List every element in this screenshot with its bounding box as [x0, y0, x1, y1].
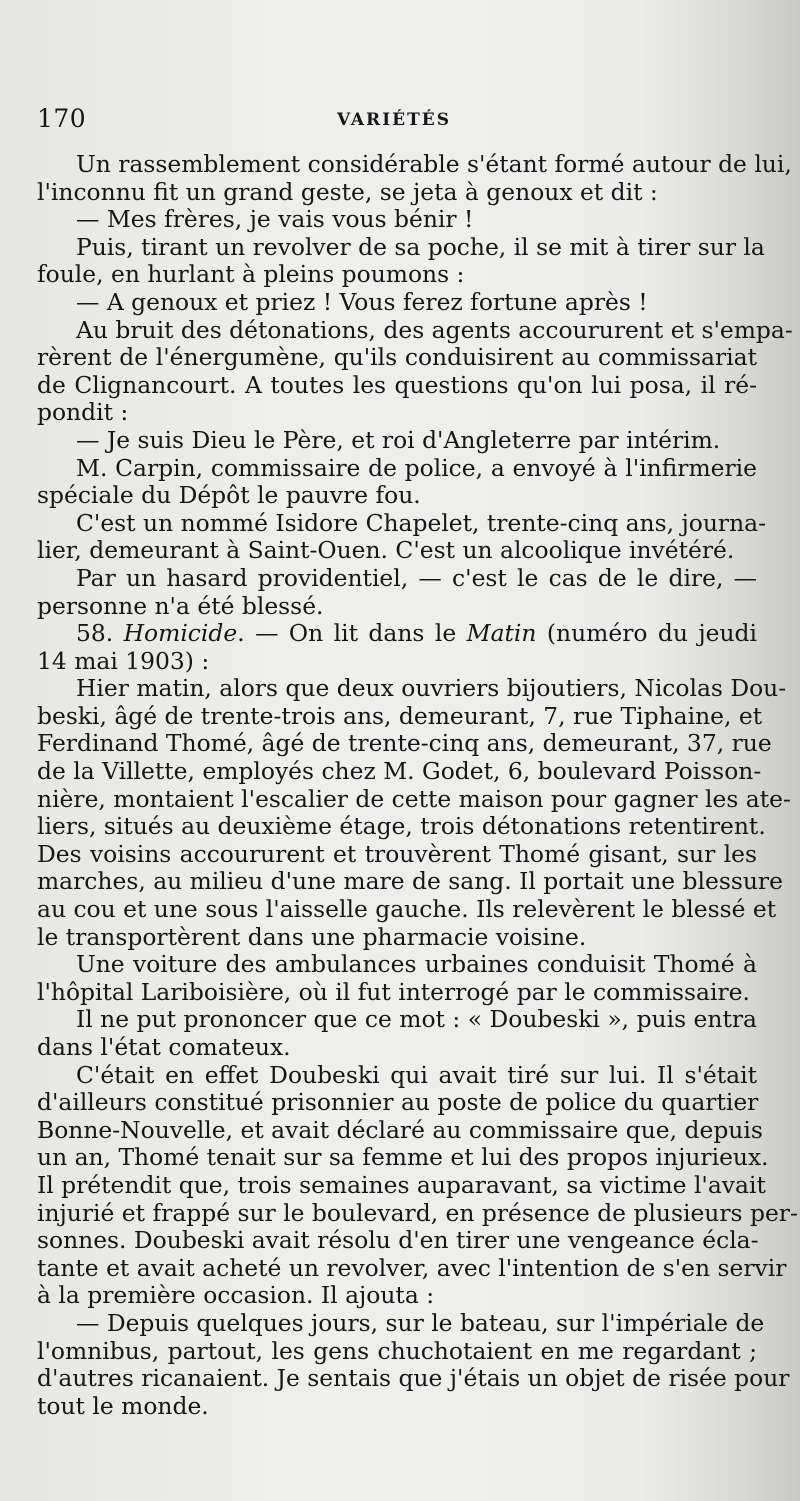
text-line: liers, situés au deuxième étage, trois détonations retentirent. [37, 812, 766, 841]
text-line: de la Villette, employés chez M. Godet, 6, boulevard Poisson- [37, 757, 762, 786]
item-number: 58. [76, 619, 124, 648]
text-line: de Clignancourt. A toutes les questions qu'on lui posa, il ré- [37, 370, 757, 399]
page-header [37, 104, 757, 138]
page-number: 170 [37, 104, 87, 133]
text-line: nière, montaient l'escalier de cette maison pour gagner les ate- [37, 784, 791, 813]
running-head: VARIÉTÉS [337, 110, 451, 130]
text-line: Des voisins accoururent et trouvèrent Thomé gisant, sur les [37, 839, 757, 868]
text-line: beski, âgé de trente-trois ans, demeurant, 7, rue Tiphaine, et [37, 701, 763, 730]
item-intro: . — On lit dans le [237, 619, 467, 648]
item-date: (numéro du jeudi [536, 619, 757, 648]
text-line: — Mes frères, je vais vous bénir ! [76, 205, 474, 234]
text-line: rèrent de l'énergumène, qu'ils conduisirent au commissariat [37, 343, 757, 372]
text-line: injurié et frappé sur le boulevard, en présence de plusieurs per- [37, 1198, 798, 1227]
text-line: un an, Thomé tenait sur sa femme et lui des propos injurieux. [37, 1143, 769, 1172]
text-line: l'omnibus, partout, les gens chuchotaient en me regardant ; [37, 1336, 757, 1365]
text-line [37, 620, 757, 648]
text-line: — A genoux et priez ! Vous ferez fortune après ! [76, 287, 648, 316]
text-line: l'hôpital Lariboisière, où il fut interrogé par le commissaire. [37, 977, 750, 1006]
text-line: d'autres ricanaient. Je sentais que j'étais un objet de risée pour [37, 1364, 790, 1393]
text-line: C'était en effet Doubeski qui avait tiré sur lui. Il s'était [76, 1060, 757, 1089]
text-line: au cou et une sous l'aisselle gauche. Ils relevèrent le blessé et [37, 895, 777, 924]
text-line: marches, au milieu d'une mare de sang. Il portait une blessure [37, 867, 783, 896]
text-line: dans l'état comateux. [37, 1033, 291, 1061]
text-line: Il ne put prononcer que ce mot : « Doubeski », puis entra [76, 1005, 757, 1034]
text-line: — Je suis Dieu le Père, et roi d'Angleterre par intérim. [76, 425, 721, 454]
text-line: pondit : [37, 398, 129, 427]
text-line: C'est un nommé Isidore Chapelet, trente-cinq ans, journa- [76, 508, 766, 537]
text-line: — Depuis quelques jours, sur le bateau, sur l'impériale de [76, 1308, 765, 1337]
text-line: M. Carpin, commissaire de police, a envoyé à l'infirmerie [76, 453, 757, 482]
text-line: Ferdinand Thomé, âgé de trente-cinq ans, demeurant, 37, rue [37, 729, 772, 758]
text-line: tout le monde. [37, 1391, 209, 1420]
text-line: Puis, tirant un revolver de sa poche, il se mit à tirer sur la [76, 232, 765, 261]
text-line: personne n'a été blessé. [37, 591, 324, 620]
text-line: foule, en hurlant à pleins poumons : [37, 260, 465, 289]
body-text [37, 150, 798, 1420]
text-line: sonnes. Doubeski avait résolu d'en tirer une vengeance écla- [37, 1226, 759, 1255]
item-title: Homicide [123, 619, 238, 648]
text-line: le transportèrent dans une pharmacie voisine. [37, 922, 587, 951]
text-line: à la première occasion. Il ajouta : [37, 1281, 435, 1310]
text-line: spéciale du Dépôt le pauvre fou. [37, 481, 421, 510]
text-line: lier, demeurant à Saint-Ouen. C'est un alcoolique invétéré. [37, 536, 735, 565]
text-line: l'inconnu fit un grand geste, se jeta à genoux et dit : [37, 177, 658, 206]
text-line: 14 mai 1903) : [37, 646, 210, 675]
text-line: Un rassemblement considérable s'étant formé autour de lui, [76, 150, 792, 178]
text-line: Par un hasard providentiel, — c'est le cas de le dire, — [76, 563, 757, 592]
text-line: Au bruit des détonations, des agents accoururent et s'empa- [76, 315, 793, 344]
text-line: tante et avait acheté un revolver, avec l'intention de s'en servir [37, 1253, 787, 1282]
text-line: Hier matin, alors que deux ouvriers bijoutiers, Nicolas Dou- [76, 674, 787, 703]
newspaper-name: Matin [466, 619, 537, 648]
text-line: d'ailleurs constitué prisonnier au poste de police du quartier [37, 1088, 759, 1117]
text-line: Bonne-Nouvelle, et avait déclaré au commissaire que, depuis [37, 1115, 763, 1144]
text-line: Une voiture des ambulances urbaines conduisit Thomé à [76, 950, 757, 979]
text-line: Il prétendit que, trois semaines auparavant, sa victime l'avait [37, 1170, 766, 1199]
